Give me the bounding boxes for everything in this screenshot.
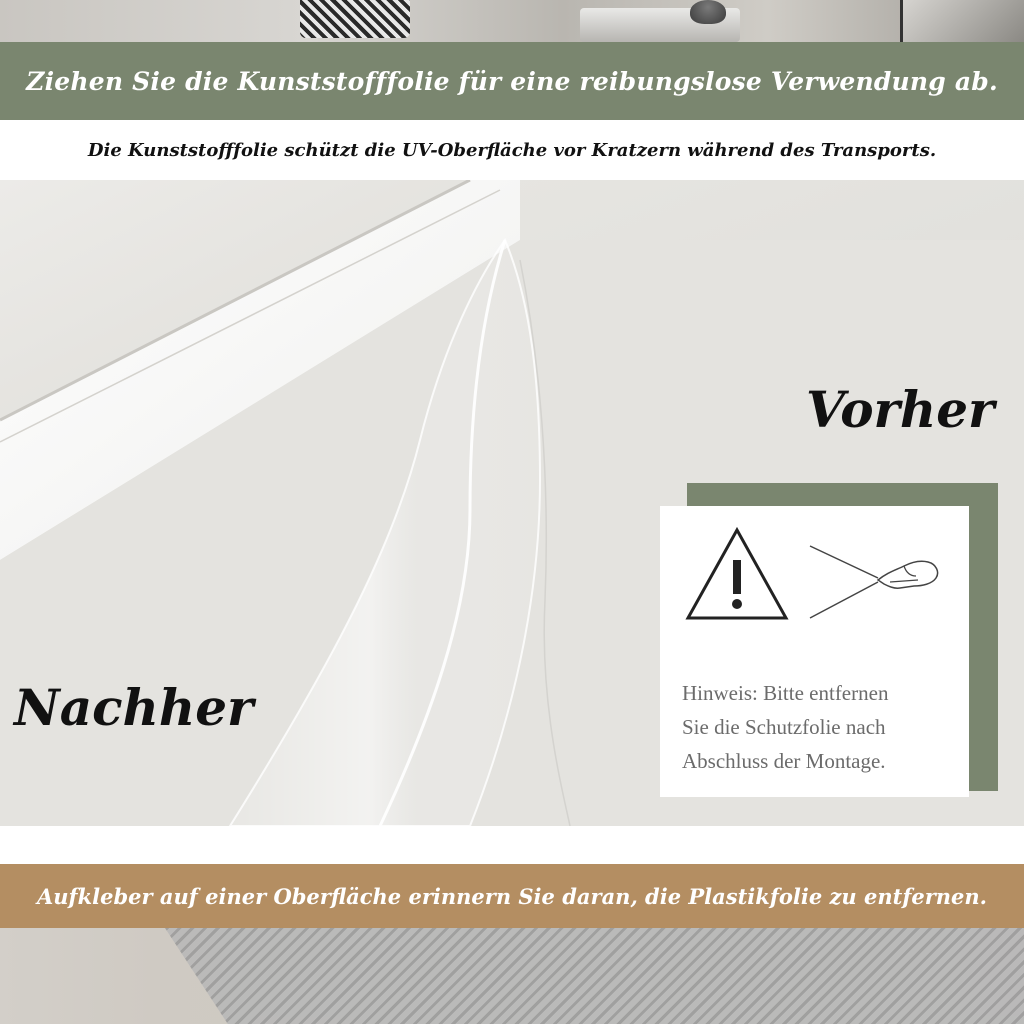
warning-triangle-icon bbox=[682, 524, 792, 624]
title-banner bbox=[0, 42, 1024, 120]
pillow-image bbox=[300, 0, 410, 38]
notice-line-3: Abschluss der Montage. bbox=[682, 749, 886, 773]
label-after: Nachher bbox=[14, 678, 254, 737]
label-before: Vorher bbox=[806, 380, 995, 439]
reminder-banner bbox=[0, 864, 1024, 928]
rug-image bbox=[165, 928, 1024, 1024]
reminder-text: Aufkleber auf einer Oberfläche erinnern Sie daran, die Plastikfolie zu entfernen. bbox=[36, 883, 987, 909]
notice-card bbox=[660, 506, 969, 797]
top-room-photo bbox=[0, 0, 1024, 42]
footer-spacer bbox=[0, 826, 1024, 864]
bottom-floor-photo bbox=[0, 928, 1024, 1024]
notice-text bbox=[682, 676, 962, 778]
page-title: Ziehen Sie die Kunststofffolie für eine reibungslose Verwendung ab. bbox=[26, 66, 998, 96]
wall-frame-image bbox=[900, 0, 1024, 42]
page-subtitle: Die Kunststofffolie schützt die UV-Oberfläche vor Kratzern während des Transports. bbox=[87, 139, 937, 161]
vase-image bbox=[690, 0, 726, 24]
hand-peeling-icon bbox=[808, 542, 948, 622]
subtitle-row bbox=[0, 120, 1024, 180]
notice-line-1: Hinweis: Bitte entfernen bbox=[682, 681, 889, 705]
notice-line-2: Sie die Schutzfolie nach bbox=[682, 715, 886, 739]
